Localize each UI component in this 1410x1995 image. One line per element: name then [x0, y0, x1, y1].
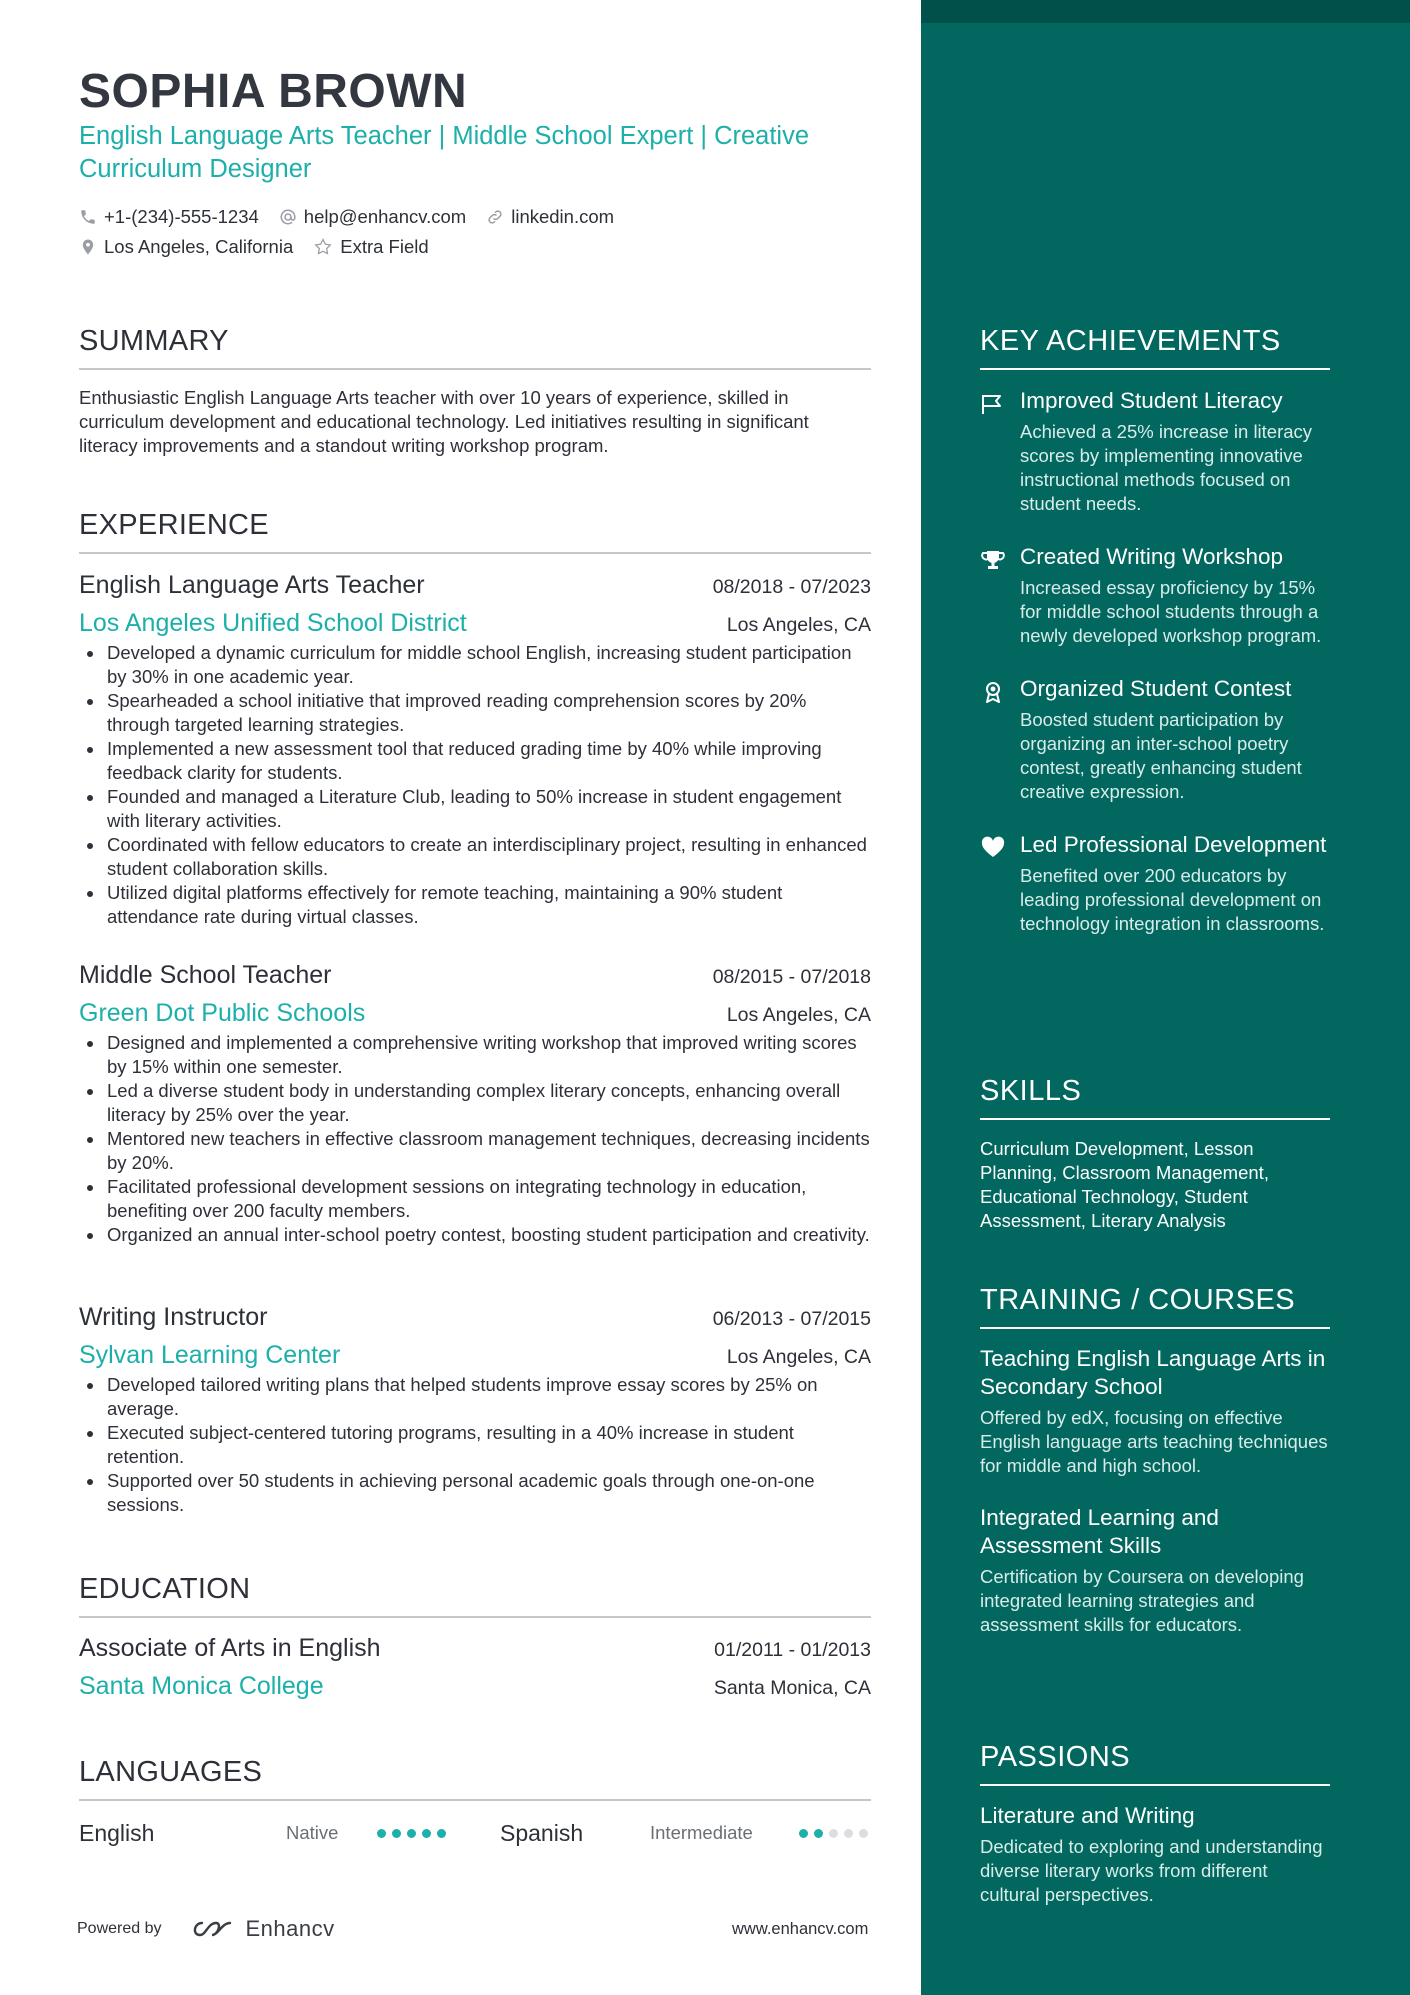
- candidate-tagline: English Language Arts Teacher | Middle School Expert | Creative Curriculum Designer: [79, 122, 810, 183]
- location-pin-icon: [79, 237, 97, 257]
- job-role: Middle School Teacher: [79, 961, 332, 989]
- education-degree: Associate of Arts in English: [79, 1634, 381, 1662]
- education-school: Santa Monica College: [79, 1672, 324, 1700]
- job-role: Writing Instructor: [79, 1303, 268, 1331]
- proficiency-dot-filled: [422, 1829, 431, 1838]
- job-bullet: Supported over 50 students in achieving personal academic goals through one-on-one sessions.: [79, 1469, 871, 1517]
- education-location: Santa Monica, CA: [713, 1677, 871, 1699]
- achievement-item: [980, 542, 1330, 648]
- language-proficiency-dots: [377, 1829, 452, 1838]
- course-item: [980, 1345, 1330, 1478]
- powered-by-label: Powered by: [77, 1920, 162, 1937]
- flag-icon: [980, 392, 1006, 416]
- job-bullet: Designed and implemented a comprehensive writing workshop that improved writing scores by 15% within one semester.: [79, 1031, 871, 1079]
- enhancv-logo-icon: [188, 1917, 236, 1941]
- proficiency-dot-empty: [829, 1829, 838, 1838]
- job-entry: [79, 1301, 871, 1517]
- training-heading: TRAINING / COURSES: [980, 1282, 1330, 1329]
- course-desc: Certification by Coursera on developing integrated learning strategies and assessment skills for educators.: [980, 1566, 1304, 1635]
- education-entry: [79, 1632, 871, 1702]
- course-item: [980, 1504, 1330, 1637]
- job-bullet: Led a diverse student body in understanding complex literary concepts, enhancing overall literacy by 25% over the year.: [79, 1079, 871, 1127]
- achievements-heading: KEY ACHIEVEMENTS: [980, 323, 1330, 370]
- link-icon: [486, 208, 504, 226]
- passions-section: [980, 1739, 1330, 1907]
- summary-heading: SUMMARY: [79, 323, 871, 370]
- achievement-title: Created Writing Workshop: [1020, 544, 1284, 569]
- contact-row-2: [79, 236, 449, 258]
- achievement-title: Led Professional Development: [1020, 832, 1327, 857]
- language-name: English: [79, 1820, 155, 1846]
- job-bullet: Executed subject-centered tutoring programs, resulting in a 40% increase in student retention.: [79, 1421, 871, 1469]
- proficiency-dot-filled: [407, 1829, 416, 1838]
- contact-location: [79, 236, 293, 258]
- sidebar-top-band: [921, 0, 1410, 23]
- job-bullet: Organized an annual inter-school poetry contest, boosting student participation and creativity.: [79, 1223, 871, 1247]
- job-bullet: Founded and managed a Literature Club, leading to 50% increase in student engagement with literary activities.: [79, 785, 871, 833]
- language-level: Native: [286, 1822, 339, 1843]
- job-bullet: Facilitated professional development sessions on integrating technology in education, benefiting over 200 faculty members.: [79, 1175, 871, 1223]
- job-location: Los Angeles, CA: [726, 1346, 871, 1368]
- languages-heading: LANGUAGES: [79, 1754, 871, 1801]
- education-dates: 01/2011 - 01/2013: [714, 1639, 871, 1661]
- extra-field-text: Extra Field: [340, 236, 429, 257]
- contact-linkedin[interactable]: [486, 206, 614, 228]
- achievements-section: [980, 323, 1330, 936]
- passion-desc: Dedicated to exploring and understanding diverse literary works from different cultural perspectives.: [980, 1836, 1323, 1905]
- job-bullet: Mentored new teachers in effective classroom management techniques, decreasing incidents by 20%.: [79, 1127, 871, 1175]
- contact-phone: [79, 206, 259, 228]
- job-company: Sylvan Learning Center: [79, 1341, 341, 1369]
- contact-extra: [313, 236, 428, 258]
- job-company: Green Dot Public Schools: [79, 999, 366, 1027]
- achievement-desc: Achieved a 25% increase in literacy scores by implementing innovative instructional methods focused on student needs.: [1020, 421, 1313, 514]
- achievement-title: Improved Student Literacy: [1020, 388, 1283, 413]
- job-entry: [79, 959, 871, 1247]
- trophy-icon: [980, 548, 1006, 572]
- proficiency-dot-filled: [377, 1829, 386, 1838]
- heart-icon: [980, 836, 1006, 860]
- achievement-desc: Benefited over 200 educators by leading professional development on technology integration in classrooms.: [1020, 865, 1325, 934]
- job-bullets: [79, 641, 871, 929]
- linkedin-text: linkedin.com: [511, 206, 615, 227]
- achievement-desc: Boosted student participation by organizing an inter-school poetry contest, greatly enhancing student creative expression.: [1020, 709, 1302, 802]
- phone-text: +1-(234)-555-1234: [104, 206, 259, 227]
- training-section: [980, 1282, 1330, 1637]
- language-level: Intermediate: [650, 1822, 753, 1843]
- award-icon: [980, 680, 1006, 704]
- proficiency-dot-filled: [799, 1829, 808, 1838]
- skills-heading: SKILLS: [980, 1073, 1330, 1120]
- job-bullets: [79, 1373, 871, 1517]
- job-dates: 06/2013 - 07/2015: [712, 1308, 871, 1330]
- education-heading: EDUCATION: [79, 1571, 871, 1618]
- language-proficiency-dots: [799, 1829, 874, 1838]
- job-bullet: Coordinated with fellow educators to create an interdisciplinary project, resulting in enhanced student collaboration skills.: [79, 833, 871, 881]
- job-entry: [79, 569, 871, 929]
- job-bullet: Spearheaded a school initiative that improved reading comprehension scores by 20% through targeted learning strategies.: [79, 689, 871, 737]
- job-dates: 08/2018 - 07/2023: [712, 576, 871, 598]
- course-desc: Offered by edX, focusing on effective English language arts teaching techniques for middle and high school.: [980, 1407, 1328, 1476]
- job-bullet: Developed tailored writing plans that helped students improve essay scores by 25% on average.: [79, 1373, 871, 1421]
- footer-branding: [77, 1916, 335, 1942]
- proficiency-dot-filled: [437, 1829, 446, 1838]
- job-location: Los Angeles, CA: [726, 614, 871, 636]
- achievement-item: [980, 674, 1330, 804]
- email-text: help@enhancv.com: [303, 206, 467, 227]
- proficiency-dot-filled: [814, 1829, 823, 1838]
- job-bullets: [79, 1031, 871, 1247]
- proficiency-dot-empty: [859, 1829, 868, 1838]
- course-title: Integrated Learning and Assessment Skills: [980, 1505, 1219, 1558]
- skills-section: [980, 1073, 1330, 1233]
- sidebar: [921, 0, 1410, 1995]
- achievement-item: [980, 830, 1330, 936]
- course-title: Teaching English Language Arts in Secondary School: [980, 1346, 1326, 1399]
- candidate-name: SOPHIA BROWN: [79, 65, 468, 118]
- footer-website[interactable]: www.enhancv.com: [732, 1920, 869, 1938]
- contact-email[interactable]: [279, 206, 466, 228]
- job-bullet: Implemented a new assessment tool that reduced grading time by 40% while improving feedback clarity for students.: [79, 737, 871, 785]
- proficiency-dot-empty: [844, 1829, 853, 1838]
- passions-heading: PASSIONS: [980, 1739, 1330, 1786]
- job-company: Los Angeles Unified School District: [79, 609, 467, 637]
- summary-text: Enthusiastic English Language Arts teacher with over 10 years of experience, skilled in curriculum development and educational technology. Led initiatives resulting in significant literacy improvements and a standout writing workshop program.: [79, 387, 809, 456]
- at-icon: [279, 208, 297, 226]
- brand-name: Enhancv: [245, 1916, 335, 1941]
- location-text: Los Angeles, California: [104, 236, 294, 257]
- achievement-title: Organized Student Contest: [1020, 676, 1292, 701]
- phone-icon: [79, 208, 97, 226]
- passion-title: Literature and Writing: [980, 1803, 1195, 1828]
- language-name: Spanish: [500, 1820, 584, 1846]
- contact-row-1: [79, 206, 634, 228]
- job-bullet: Developed a dynamic curriculum for middle school English, increasing student participation by 30% in one academic year.: [79, 641, 871, 689]
- job-role: English Language Arts Teacher: [79, 571, 425, 599]
- proficiency-dot-filled: [392, 1829, 401, 1838]
- job-location: Los Angeles, CA: [726, 1004, 871, 1026]
- job-dates: 08/2015 - 07/2018: [712, 966, 871, 988]
- skills-text: Curriculum Development, Lesson Planning, Classroom Management, Educational Technology, Student Assessment, Literary Analysis: [980, 1138, 1269, 1231]
- job-bullet: Utilized digital platforms effectively for remote teaching, maintaining a 90% student attendance rate during virtual classes.: [79, 881, 871, 929]
- achievement-item: [980, 386, 1330, 516]
- star-icon: [313, 237, 333, 257]
- passion-item: [980, 1802, 1330, 1907]
- experience-heading: EXPERIENCE: [79, 507, 871, 554]
- languages-row: [79, 1818, 871, 1848]
- achievement-desc: Increased essay proficiency by 15% for middle school students through a newly developed workshop program.: [1020, 577, 1322, 646]
